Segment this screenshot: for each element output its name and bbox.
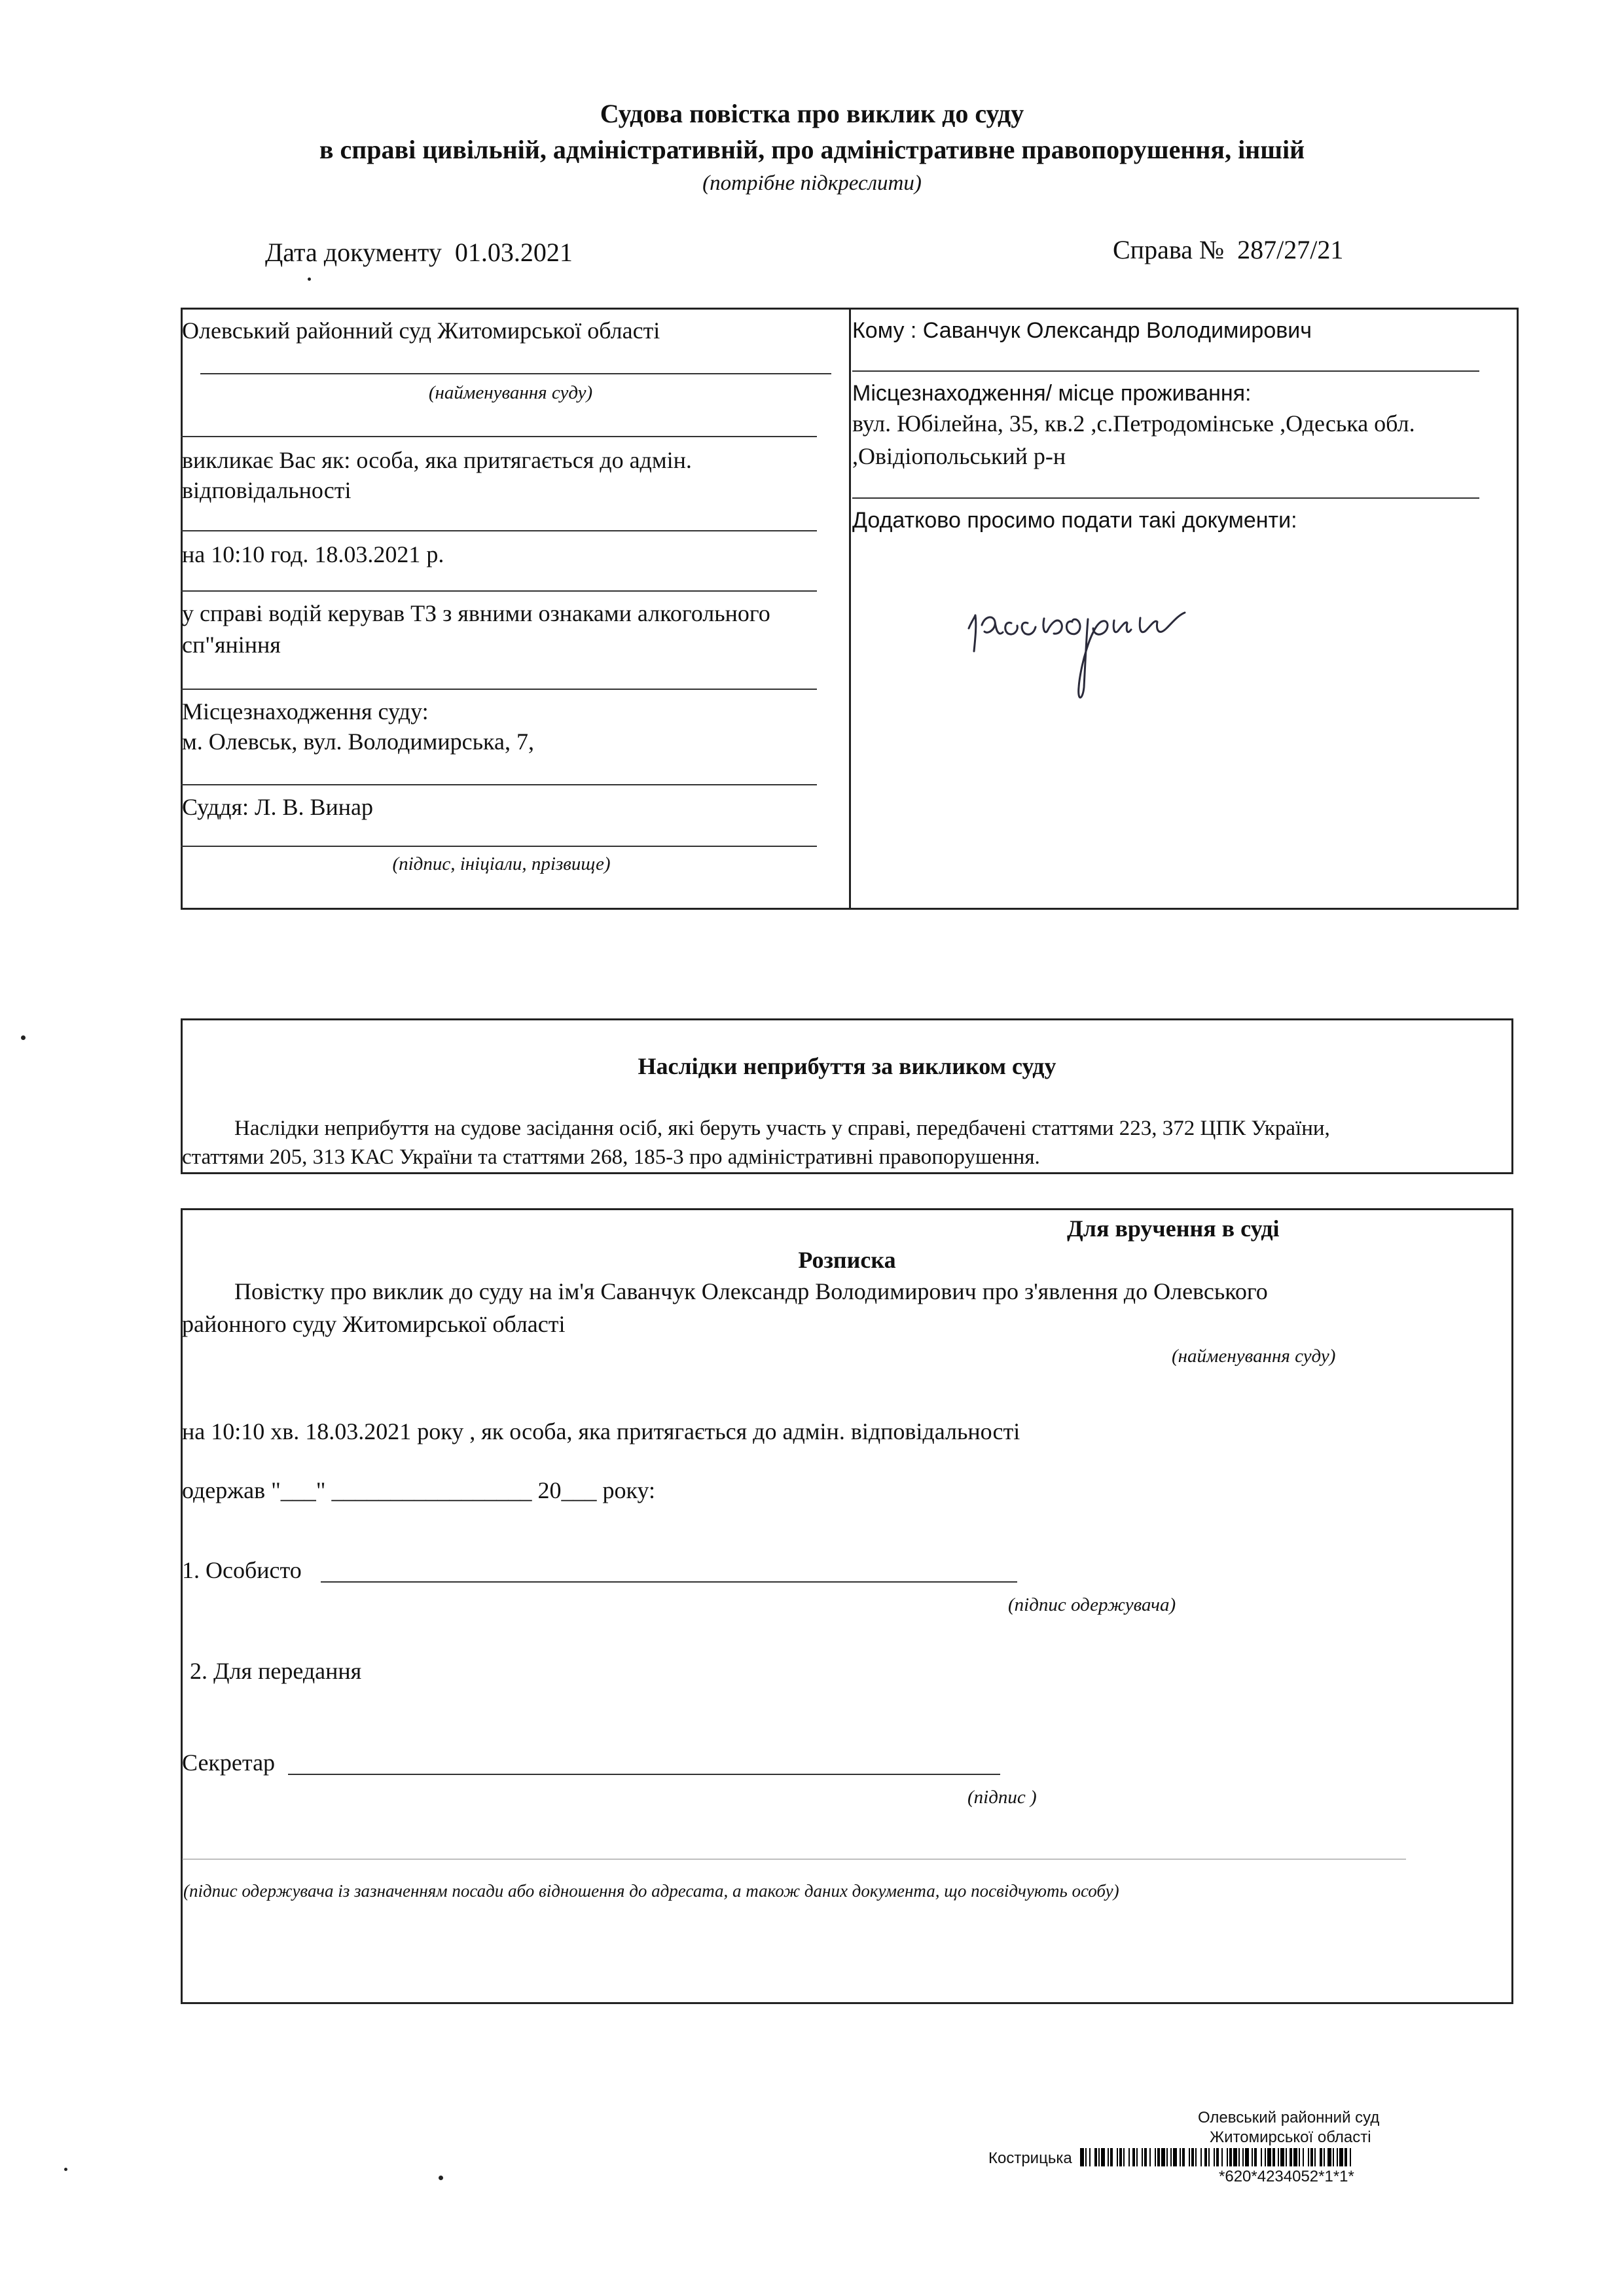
secretary-label: Секретар <box>182 1749 276 1776</box>
court-location-label: Місцезнаходження суду: <box>182 698 429 725</box>
addressee-location-line2: ,Овідіопольський р-н <box>852 443 1066 469</box>
case-number <box>1113 234 1343 265</box>
court-name: Олевський районний суд Житомирської області <box>182 317 660 344</box>
case-number-value: 287/27/21 <box>1237 235 1344 264</box>
consequences-text-line2: статтями 205, 313 КАС України та статтями 268, 185-3 про адміністративні правопорушення. <box>182 1145 1040 1169</box>
document-date <box>265 237 573 268</box>
secretary-signature-caption: (підпис ) <box>967 1787 1037 1808</box>
receipt-title: Розписка <box>798 1247 896 1273</box>
scan-speck <box>308 278 311 281</box>
rule <box>181 436 817 437</box>
receipt-time-line: на 10:10 хв. 18.03.2021 року , як особа, яка притягається до адмін. відповідальності <box>182 1418 1020 1444</box>
document-title-line2: в справі цивільній, адміністративній, про адміністративне правопорушення, іншій <box>319 135 1305 164</box>
receipt-text-line2: районного суду Житомирської області <box>182 1311 566 1337</box>
addressee-location-label: Місцезнаходження/ місце проживання: <box>852 381 1252 406</box>
column-divider <box>849 308 851 908</box>
consequences-title: Наслідки неприбуття за викликом суду <box>638 1053 1056 1079</box>
personal-receipt-label: 1. Особисто <box>182 1557 302 1583</box>
judge-caption: (підпис, ініціали, прізвище) <box>392 853 611 874</box>
hearing-time: на 10:10 год. 18.03.2021 р. <box>182 541 444 567</box>
court-stamp-line2: Житомирської області <box>1210 2128 1371 2146</box>
additional-documents-label: Додатково просимо подати такі документи: <box>852 508 1297 533</box>
case-description-line2: сп"яніння <box>182 632 281 658</box>
rule <box>852 370 1479 372</box>
clerk-name: Кострицька <box>988 2149 1072 2167</box>
addressee-location-line1: вул. Юбілейна, 35, кв.2 ,с.Петродомінське ,Одеська обл. <box>852 410 1415 437</box>
summons-as-line1: викликає Вас як: особа, яка притягається до адмін. <box>182 447 692 473</box>
summons-as-line2: відповідальності <box>182 477 352 503</box>
scan-speck <box>439 2176 443 2180</box>
court-stamp-line1: Олевський районний суд <box>1198 2109 1380 2126</box>
personal-signature-caption: (підпис одержувача) <box>1008 1594 1176 1615</box>
underline-note: (потрібне підкреслити) <box>702 171 922 195</box>
consequences-text-line1: Наслідки неприбуття на судове засідання осіб, які беруть участь у справі, передбачені статтями 223, 372 ЦПК України, <box>234 1117 1330 1140</box>
scan-speck <box>64 2168 67 2171</box>
rule <box>181 689 817 690</box>
rule <box>852 497 1479 499</box>
barcode-bar <box>1351 2148 1352 2166</box>
document-title-line1: Судова повістка про виклик до суду <box>600 99 1024 128</box>
handwritten-passport-note <box>962 589 1237 720</box>
secretary-signature-line <box>288 1774 1000 1775</box>
transfer-label: 2. Для передання <box>190 1658 362 1684</box>
barcode-text: *620*4234052*1*1* <box>1219 2168 1354 2185</box>
case-description-line1: у справі водій керував ТЗ з явними ознаками алкогольного <box>182 600 770 626</box>
barcode <box>1080 2148 1352 2166</box>
recipient-signature-caption: (підпис одержувача із зазначенням посади або відношення до адресата, а також даних документа, що посвідчують особу) <box>183 1881 1119 1901</box>
scan-speck <box>21 1035 26 1040</box>
rule <box>181 530 817 531</box>
rule <box>200 373 831 374</box>
document-date-label: Дата документу <box>265 238 442 267</box>
rule <box>181 590 817 592</box>
received-date-line: одержав "___" _________________ 20___ року: <box>182 1477 656 1503</box>
personal-signature-line <box>321 1581 1017 1583</box>
court-name-caption: (найменування суду) <box>428 382 593 403</box>
for-court-delivery: Для вручення в суді <box>1067 1215 1280 1242</box>
case-number-label: Справа № <box>1113 235 1225 264</box>
court-location-value: м. Олевськ, вул. Володимирська, 7, <box>182 728 534 755</box>
document-date-value: 01.03.2021 <box>454 238 573 267</box>
receipt-court-caption: (найменування суду) <box>1172 1346 1336 1367</box>
addressee: Кому : Саванчук Олександр Володимирович <box>852 318 1312 343</box>
receipt-text-line1: Повістку про виклик до суду на ім'я Саванчук Олександр Володимирович про з'явлення до Олевського <box>234 1278 1268 1304</box>
judge: Суддя: Л. В. Винар <box>182 794 373 820</box>
rule <box>181 846 817 847</box>
rule <box>181 784 817 785</box>
